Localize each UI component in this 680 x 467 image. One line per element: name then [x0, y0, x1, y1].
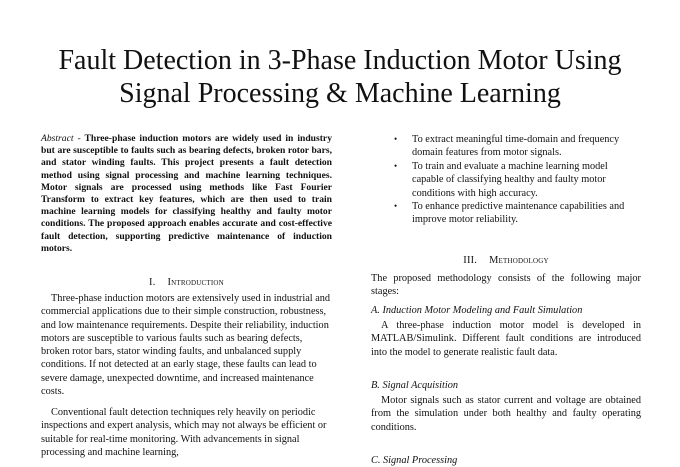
objective-text: To extract meaningful time-domain and frequency domain features from motor signals.: [412, 134, 620, 159]
list-item: [371, 133, 641, 160]
paper-title: [0, 44, 680, 110]
objective-text: To train and evaluate a machine learning model capable of classifying healthy and faulty motor conditions with high accuracy.: [412, 160, 608, 199]
paper-title-line-2: Signal Processing & Machine Learning: [119, 78, 561, 109]
introduction-title: Introduction: [167, 277, 224, 288]
list-item: [371, 200, 641, 227]
abstract: [41, 133, 332, 255]
abstract-label: Abstract -: [41, 133, 81, 144]
methodology-intro: The proposed methodology consists of the following major stages:: [371, 273, 641, 298]
subsection-b-text: Motor signals such as stator current and voltage are obtained from the simulation under both healthy and faulty operating conditions.: [371, 395, 641, 433]
subsection-a-text: A three-phase induction motor model is developed in MATLAB/Simulink. Different fault conditions are introduced into the model to generate realistic fault data.: [371, 320, 641, 358]
methodology-title: Methodology: [489, 255, 549, 266]
methodology-heading: [371, 254, 641, 268]
objectives-list: [371, 133, 641, 227]
introduction-heading: [41, 276, 332, 290]
bullet-icon: •: [394, 201, 398, 212]
left-column: [41, 133, 332, 458]
bullet-icon: •: [394, 160, 398, 171]
bullet-icon: •: [394, 134, 398, 144]
list-item: [371, 160, 641, 200]
introduction-paragraph-1: Three-phase induction motors are extensively used in industrial and commercial applications due to their simple construction, robustness, and low maintenance requirements. Despite their reliability, induction motors are susceptible to various faults such as bearing defects, broken rotor bars, stator winding faults, and unbalanced supply conditions. If not detected at an early stage, these faults can lead to severe damage, unexpected downtime, and increased maintenance costs.: [41, 293, 331, 398]
subsection-b-heading: B. Signal Acquisition: [371, 380, 459, 391]
methodology-number: III.: [463, 255, 478, 266]
introduction-paragraph-2: Conventional fault detection techniques rely heavily on periodic inspections and expert analysis, which may not always be efficient or suitable for real-time monitoring. With advancements in signal processing and machine learning,: [41, 407, 327, 458]
abstract-text: Three-phase induction motors are widely used in industry but are susceptible to faults such as bearing defects, broken rotor bars, and stator winding faults. This project presents a fault detection method using signal processing and machine learning techniques. Motor signals are processed using methods like Fast Fourier Transform to extract key features, which are then used to train machine learning models for classifying healthy and faulty motor conditions. The proposed approach enables accurate and cost-effective fault detection, supporting predictive maintenance of induction motors.: [41, 133, 332, 254]
introduction-number: I.: [149, 277, 156, 288]
paper-title-line-1: Fault Detection in 3-Phase Induction Motor Using: [58, 45, 622, 76]
objective-text: To enhance predictive maintenance capabilities and improve motor reliability.: [412, 201, 625, 226]
subsection-c-heading: C. Signal Processing: [371, 455, 458, 466]
subsection-a-heading: A. Induction Motor Modeling and Fault Simulation: [371, 305, 583, 316]
